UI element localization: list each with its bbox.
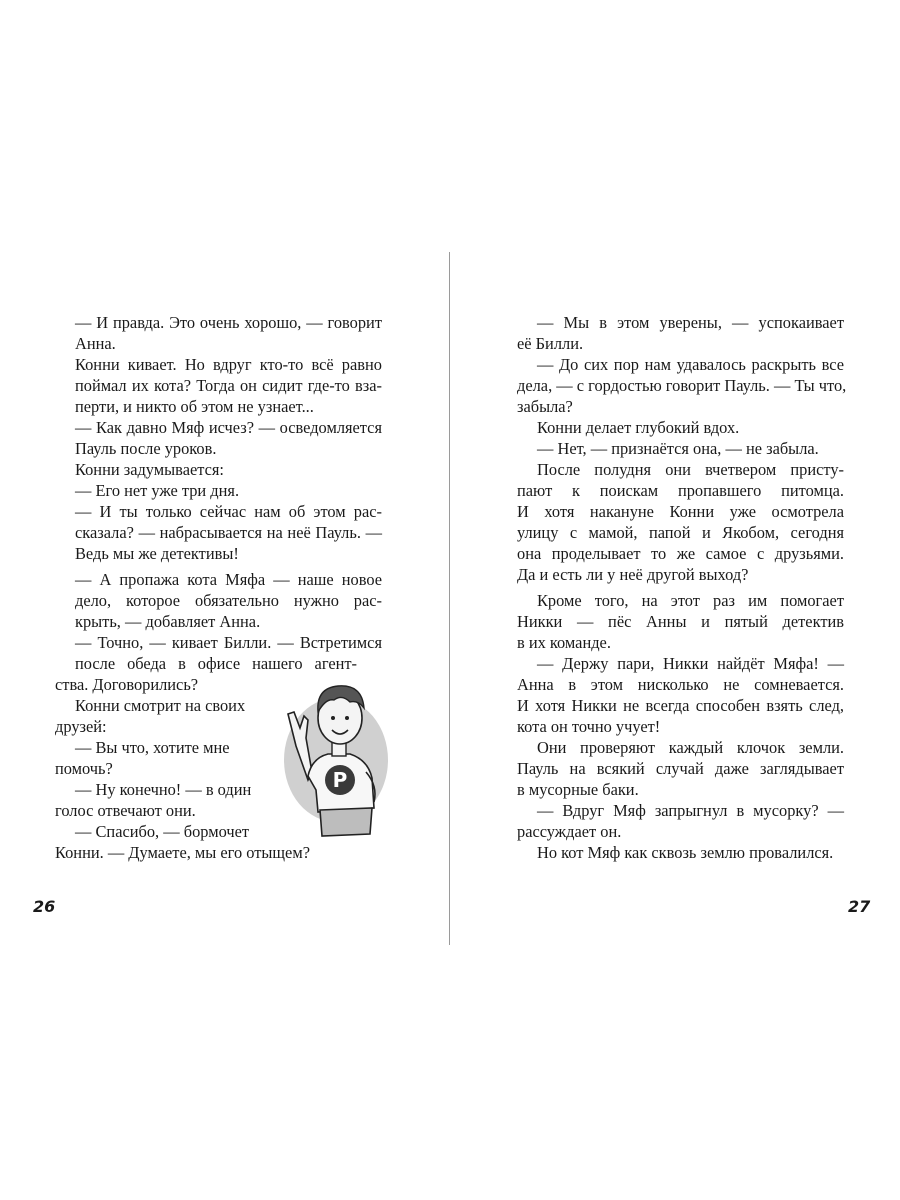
text-line: перти, и никто об этом не узнает... <box>75 397 314 416</box>
text-line: — Мы в этом уверены, — успокаивает <box>537 313 844 332</box>
text-line: Конни кивает. Но вдруг кто-то всё равно <box>75 355 382 374</box>
boy-illustration <box>278 668 390 838</box>
text-line: Кроме того, на этот раз им помогает <box>537 591 844 610</box>
text-line: После полудня они вчетвером присту- <box>537 460 844 479</box>
text-line: улицу с мамой, папой и Якобом, сегодня <box>517 523 844 542</box>
text-line: она проделывает то же самое с друзьями. <box>517 544 844 563</box>
text-line: друзей: <box>55 717 107 736</box>
text-line: Конни смотрит на своих <box>75 696 246 715</box>
text-line: И хотя Никки не всегда способен взять след, <box>517 696 844 715</box>
text-line: — Вы что, хотите мне <box>75 738 230 757</box>
text-line: после обеда в офисе нашего агент- <box>75 654 357 673</box>
text-line: — Его нет уже три дня. <box>75 481 240 500</box>
text-line: — Ну конечно! — в один <box>75 780 252 799</box>
text-line: — И ты только сейчас нам об этом рас- <box>75 502 382 521</box>
text-line: — До сих пор нам удавалось раскрыть все <box>537 355 844 374</box>
text-line: забыла? <box>517 397 573 416</box>
text-line: — Вдруг Мяф запрыгнул в мусорку? — <box>537 801 844 820</box>
text-line: поймал их кота? Тогда он сидит где-то вза- <box>75 376 382 395</box>
text-line: — Держу пари, Никки найдёт Мяфа! — <box>537 654 844 673</box>
shirt-letter: P <box>332 768 348 792</box>
text-line: Но кот Мяф как сквозь землю провалился. <box>537 843 834 862</box>
text-line: — А пропажа кота Мяфа — наше новое <box>75 570 382 589</box>
text-line: — Точно, — кивает Билли. — Встретимся <box>75 633 382 652</box>
text-line: в их команде. <box>517 633 611 652</box>
text-line: — И правда. Это очень хорошо, — говорит <box>75 313 382 332</box>
text-line: крыть, — добавляет Анна. <box>75 612 261 631</box>
text-line: Ведь мы же детективы! <box>75 544 239 563</box>
text-line: кота он точно учует! <box>517 717 661 736</box>
text-line: И хотя накануне Конни уже осмотрела <box>517 502 844 521</box>
text-line: Анна в этом нисколько не сомневается. <box>517 675 844 694</box>
text-line: Пауль на всякий случай даже заглядывает <box>517 759 844 778</box>
book-spine-divider <box>449 252 450 945</box>
text-line: — Спасибо, — бормочет <box>75 822 250 841</box>
text-line: Конни задумывается: <box>75 460 224 479</box>
pants <box>320 808 372 836</box>
text-line: ства. Договорились? <box>55 675 199 694</box>
text-line: её Билли. <box>517 334 584 353</box>
text-line: — Как давно Мяф исчез? — осведомляется <box>75 418 382 437</box>
text-line: дела, — с гордостью говорит Пауль. — Ты что, <box>517 376 847 395</box>
page-number-right: 27 <box>848 897 871 916</box>
text-line: голос отвечают они. <box>55 801 196 820</box>
text-line: дело, которое обязательно нужно рас- <box>75 591 382 610</box>
page-number-left: 26 <box>33 897 56 916</box>
text-line: Да и есть ли у неё другой выход? <box>517 565 749 584</box>
text-line: Они проверяют каждый клочок земли. <box>537 738 844 757</box>
text-line: — Нет, — признаётся она, — не забыла. <box>537 439 819 458</box>
text-line: в мусорные баки. <box>517 780 639 799</box>
text-line: рассуждает он. <box>517 822 622 841</box>
text-line: Анна. <box>75 334 116 353</box>
text-line: пают к поискам пропавшего питомца. <box>517 481 844 500</box>
text-line: Никки — пёс Анны и пятый детектив <box>517 612 844 631</box>
text-line: Конни. — Думаете, мы его отыщем? <box>55 843 310 862</box>
text-line: Конни делает глубокий вдох. <box>537 418 740 437</box>
text-line: сказала? — набрасывается на неё Пауль. — <box>75 523 382 542</box>
text-line: Пауль после уроков. <box>75 439 217 458</box>
text-line: помочь? <box>55 759 113 778</box>
